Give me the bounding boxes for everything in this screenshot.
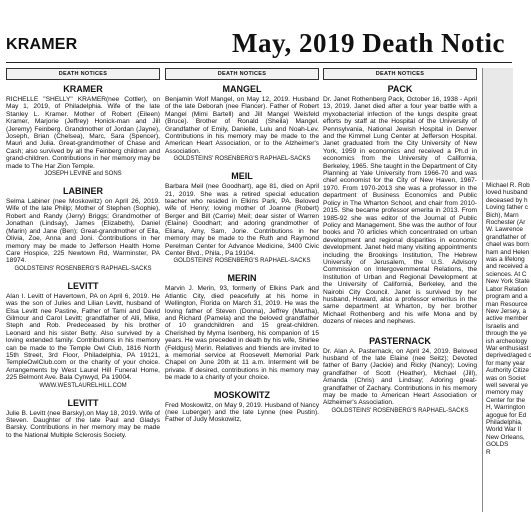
column-4-cut bbox=[482, 182, 531, 512]
notice-text: Selma Labiner (nee Moskowitz) on April 26, 2019. Wife of the late Philip; Mother of Stephen (Sophie), Robert and Randy (Jerry) Briggs; Grandmother of Jonathan (Lindsay), James (Elizabeth), Daniel (Marin) and Jane (Ben); Great-grandmother of Ella, Olivia, Zoe, Anna and Joni. Contributions in her memory may be made to Jefferson Health Home Care Hospice, 225 Newtown Rd, Warminster, PA 18974. bbox=[6, 198, 160, 265]
column-2 bbox=[165, 68, 319, 512]
notice-text: Dr. Alan A. Pasternack, on April 24, 2019. Beloved husband of the late Elaine (nee Seitz); Devoted father of Barry (Jackie) and Ricky (Nancy); Loving grandfather of Scott (Heather), Michael (Jill), Amanda (Chris) and Lindsay; Adoring great-grandfather of Zachary. Contributions in his memory may be made to American Heart Association or Alzheimer's Association. bbox=[323, 347, 477, 407]
cut-column-line: War enthusiast bbox=[486, 344, 529, 352]
cut-column-line: and received a bbox=[486, 263, 528, 271]
notice-text: Dr. Janet Rothenberg Pack, October 16, 1938 - April 13, 2019. Janet died after a four year battle with a myxobacterial infection of the lungs despite great efforts by staff at the Hospital of the University of Pennsylvania, National Jewish Hospital in Denver and the Kimmel Lung Center at Jefferson Hospital. Janet graduated from the City University of New York, 1959 in economics and received a Ph.d in economics from the University of California, Berkeley, 1965. She taught in the Department of City Planning at Yale University from 1966-70 and was chief economist for the City of New Haven, 1967-1970. From 1970-2013 she was a professor in the department of Business Economics and Public Policy in The Wharton School, and chair from 2010-2015. She became professor emerita in 2013. From 1985-92 she was editor of the Journal of Public Policy and Management. She was the author of four books and 70 articles which concentrated on urban development and regional disparities in economic development. Janet held many visiting appointments including the Brookings Institution, The Hebrew University of Jerusalem, the U.S. Advisory Commission on Intergovernmental Relations, the Institution of Urban and Regional Development at the University of California, Berkeley, and the Nairobi City Council. Janet is survived by her husband, Howard, also a professor emeritus in the same department at Wharton, by her brother Michael Rothenberg and his wife Mona and by dozens of nieces and nephews. bbox=[323, 96, 477, 326]
cut-column-line: sciences. At C bbox=[486, 270, 527, 278]
column-heading: DEATH NOTICES bbox=[6, 68, 160, 80]
notice-name: MEIL bbox=[231, 171, 253, 182]
page-masthead: May, 2019 Death Notic bbox=[232, 28, 505, 58]
notice-signature: GOLDSTEINS' ROSENBERG'S RAPHAEL-SACKS bbox=[14, 265, 152, 272]
cut-column-line: New Jersey, a bbox=[486, 307, 527, 315]
cut-column-line: GOLDS bbox=[486, 441, 509, 449]
notice-text: RICHELLE "SHELLY" KRAMER(nee Cottler), on May 1, 2019, of Philadelphia. Wife of the late Stanley L. Kramer. Mother of Robert (Eileen) Kramer, Marjorie (Jeffrey) Honick-man and Jill (Jeremy) Feinberg. Grandmother of Jordan (Jayne), Joseph, Brian (Chelsea), Marc, Sara (Spencer), Mauri and Julia. Great-grandmother of Chase and Cash; also survived by all the Feinberg children and grand-children. Contributions in her memory may be made to The Har Zion Temple. bbox=[6, 96, 160, 170]
notice-name: LEVITT bbox=[67, 397, 99, 408]
cut-column-line: R bbox=[486, 448, 491, 456]
cut-column-line: active member bbox=[486, 315, 528, 323]
cut-column-line: chael was born bbox=[486, 241, 529, 249]
notice-signature: GOLDSTEINS' ROSENBERG'S RAPHAEL-SACKS bbox=[173, 258, 311, 265]
notice-name: MERIN bbox=[227, 273, 257, 284]
column-1 bbox=[6, 68, 160, 512]
notice-text: Barbara Meil (nee Goodhart), age 81, died on April 21, 2019. She was a retired special education teacher who resided in Elkins Park, PA. Beloved wife of Henry; loving mother of Joanne (Robert) Berger and Bill (Carrie) Meil; dear sister of Warren (Elaine) Goodhart; and adoring grandmother of Eliana, Amy, Sam, Jorie. Contributions in her memory may be made to the Ruth and Raymond Perelman Center for Advance Medicine, 3400 Civic Center Blvd., Phila., Pa 19104. bbox=[165, 183, 319, 257]
cut-column-line: New York State bbox=[486, 278, 530, 286]
cut-column-line: Bich), Marn bbox=[486, 211, 519, 219]
notice-signature: WWW.WESTLAURELHILL.COM bbox=[39, 382, 127, 389]
notice-signature: GOLDSTEINS' ROSENBERG'S RAPHAEL-SACKS bbox=[173, 156, 311, 163]
cut-column-line: program and a bbox=[486, 293, 528, 301]
cut-column-line: was on Societ bbox=[486, 374, 526, 382]
cut-column-line: loved husband bbox=[486, 189, 528, 197]
cut-column-line: ham and Helen bbox=[486, 248, 530, 256]
notice-signature: GOLDSTEINS' ROSENBERG'S RAPHAEL-SACKS bbox=[331, 407, 469, 414]
cut-column-line: Philadelphia, bbox=[486, 419, 523, 426]
notice-text: Alan I. Levitt of Havertown, PA on April 6, 2019. He was the son of Julies and Lilian Levitt, husband of Elsa Levitt nee Pastine, Father of Tami and David Gilmour and Carol Levitt; grandfather of Alli, Mike, Steph and Rob. Predeceased by his brother Leonard and his sister Betty. Also survived by a loving extended family. Contributions in his memory can be made to the Temple Owl Club, 1816 North 15th Street, 3rd Floor, Philadelphia, PA 19121, TempleOwlClub.com or the charity of your choice. Arrangements by West Laurel Hill Funeral Home, 225 Belmont Ave. Bala Cynwyd, Pa 19004. bbox=[6, 292, 160, 382]
notice-name: MOSKOWITZ bbox=[214, 389, 270, 400]
notice-name: PACK bbox=[387, 84, 413, 94]
cut-column-line: ish archeology bbox=[486, 337, 528, 345]
notice-name: PASTERNACK bbox=[369, 335, 431, 346]
cut-column-line: Authority Citize bbox=[486, 367, 529, 375]
notice-name: LABINER bbox=[63, 186, 103, 197]
cut-column-line: Labor Relation bbox=[486, 285, 528, 293]
cut-column-line: for many year bbox=[486, 359, 526, 367]
cut-column-line: New Orleans, bbox=[486, 433, 525, 441]
cut-column-line: man Resource bbox=[486, 300, 528, 308]
notice-text: Fred Moskowitz, on May 9, 2019. Husband of Nancy (nee Luberger) and the late Lynne (nee Pustin). Father of Judy Moskowitz, bbox=[165, 401, 319, 424]
notice-signature: JOSEPH LEVINE and SONS bbox=[44, 171, 122, 178]
cut-column-line: Israelis and bbox=[486, 322, 519, 330]
portrait-photo bbox=[482, 68, 513, 180]
notice-name: MANGEL bbox=[222, 84, 262, 94]
column-heading: DEATH NOTICES bbox=[323, 68, 477, 80]
cut-column-line: Rochester (Ar bbox=[486, 219, 526, 227]
cut-column-text bbox=[483, 182, 531, 456]
notice-text: Marvin J. Merin, 93, formerly of Elkins Park and Atlantic City, died peacefully at his home in Wellington, Florida on March 31, 2019. He was the loving father of Steven (Donna), Jeffrey (Martha), and Richard (Pamela) and the beloved grandfather of 10 grandchildren and 15 great-children. Cherished by Myrna Isenberg, his companion of 15 years. He was preceded in death by his wife, Shirlee (Feldgus) Merin. Relatives and friends are invited to a memorial service at Roosevelt Memorial Park Chapel on June 20th at 11 a.m. Interment will be private. If desired, contributions in his memory may be made to a charity of your choice. bbox=[165, 285, 319, 382]
column-heading: DEATH NOTICES bbox=[165, 68, 319, 80]
notice-name: KRAMER bbox=[63, 84, 103, 94]
cut-column-line: W. Lawrence bbox=[486, 226, 523, 234]
notice-name: LEVITT bbox=[67, 280, 99, 291]
cut-column-line: H, Warrington bbox=[486, 404, 526, 412]
cut-column-line: agogue for Ed bbox=[486, 411, 527, 419]
cut-column-line: Michael R. Rob bbox=[486, 182, 530, 189]
cut-column-line: World War II bbox=[486, 426, 522, 434]
cut-column-line: deprived/aged c bbox=[486, 352, 531, 360]
notice-text: Benjamin Wolf Mangel, on May 12, 2019. Husband of the late Deborah (nee Flancer). Father of Robert Mangel (Mimi Bartell) and Jill Mangel Weisfeld (Bruce). Brother of Ronald (Sheila) Mangel. Grandfather of Emily, Danielle, Lulu and Noah-Lev. Contributions in his memory may be made to the American Heart Association, or to the Alzheimer's Association. bbox=[165, 96, 319, 155]
cut-column-line: Loving father c bbox=[486, 204, 528, 212]
notice-text: Julie B. Levitt (nee Barsky),on May 18, 2019. Wife of Steven. Daughter of the late Paul and Gladys Barsky. Contributions in her memory may be made to the National Multiple Sclerosis Society. bbox=[6, 409, 160, 439]
header-rule bbox=[6, 62, 512, 63]
column-3 bbox=[323, 68, 477, 512]
section-name: KRAMER bbox=[6, 36, 78, 53]
cut-column-line: memory may bbox=[486, 389, 523, 397]
cut-column-line: well several ye bbox=[486, 381, 528, 389]
cut-column-line: was a lifelong bbox=[486, 256, 525, 264]
cut-column-line: Center for the bbox=[486, 396, 526, 404]
cut-column-line: deceased by h bbox=[486, 196, 528, 204]
cut-column-line: through the ye bbox=[486, 330, 527, 338]
cut-column-line: grandfather of bbox=[486, 233, 526, 241]
